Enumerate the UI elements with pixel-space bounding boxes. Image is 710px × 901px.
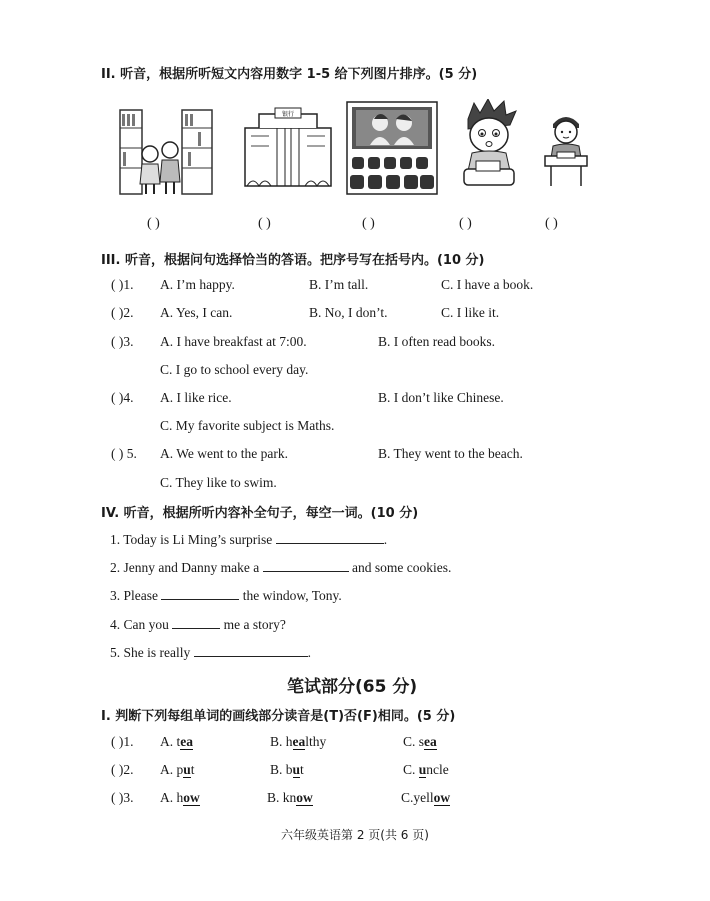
sentence-2-end: and some cookies. [351,560,452,575]
sentence-1-blank[interactable] [276,531,384,544]
r2-option-a: A. put [160,762,195,777]
r2-paren[interactable]: ( )2. [111,762,134,777]
q2-paren[interactable]: ( )2. [111,305,134,320]
section-4-header: IV. 听音，根据所听内容补全句子，每空一词。(10 分) [101,506,419,521]
sentence-5-blank[interactable] [194,644,308,657]
sentence-5 [110,644,311,661]
sentence-5-end: . [307,645,311,660]
sentence-4 [110,616,286,633]
q5-option-a: A. We went to the park. [160,446,289,461]
sentence-4-text: 4. Can you [110,617,169,632]
r1-option-a: A. tea [160,734,193,749]
sentence-3-end: the window, Tony. [242,588,342,603]
q3-option-a: A. I have breakfast at 7:00. [160,334,307,349]
section-3-header: III. 听音，根据问句选择恰当的答语。把序号写在括号内。(10 分) [101,253,485,268]
boy-reading-picture [460,99,518,189]
sentence-2-blank[interactable] [263,559,349,572]
sentence-2 [110,559,451,576]
q4-option-c: C. My favorite subject is Maths. [160,418,335,433]
q4-paren[interactable]: ( )4. [111,390,134,405]
sentence-1-text: 1. Today is Li Ming’s surprise [110,532,273,547]
bank-sign-text: 银行 [281,111,295,118]
q2-option-b: B. No, I don’t. [309,305,388,320]
sentence-2-text: 2. Jenny and Danny make a [110,560,260,575]
sentence-4-blank[interactable] [172,616,220,629]
sentence-3 [110,587,342,604]
picture-3-answer-paren[interactable]: ( ) [362,216,375,231]
student-at-desk-picture [543,110,589,188]
section-2-header: II. 听音，根据所听短文内容用数字 1-5 给下列图片排序。(5 分) [101,67,478,82]
cinema-picture [346,101,438,195]
q3-paren[interactable]: ( )3. [111,334,134,349]
sentence-5-text: 5. She is really [110,645,191,660]
q3-option-b: B. I often read books. [378,334,495,349]
q1-option-a: A. I’m happy. [160,277,235,292]
sentence-3-text: 3. Please [110,588,158,603]
sentence-3-blank[interactable] [161,587,239,600]
bank-building-picture [241,106,335,190]
r2-option-b: B. but [270,762,304,777]
q5-paren[interactable]: ( ) 5. [111,446,137,461]
q2-option-a: A. Yes, I can. [160,305,233,320]
r1-paren[interactable]: ( )1. [111,734,134,749]
q5-option-c: C. They like to swim. [160,475,277,490]
written-part-title: 笔试部分(65 分) [287,677,418,697]
r1-option-c: C. sea [403,734,437,749]
q1-option-b: B. I’m tall. [309,277,369,292]
r3-option-c: C.yellow [401,790,451,805]
picture-5-answer-paren[interactable]: ( ) [545,216,558,231]
q1-option-c: C. I have a book. [441,277,534,292]
page-footer: 六年级英语第 2 页(共 6 页) [281,828,429,842]
q2-option-c: C. I like it. [441,305,500,320]
r2-option-c: C. uncle [403,762,449,777]
sentence-1-end: . [383,532,388,547]
r3-option-b: B. know [267,790,313,805]
written-section-1-header: I. 判断下列每组单词的画线部分读音是(T)否(F)相同。(5 分) [101,709,456,724]
picture-4-answer-paren[interactable]: ( ) [459,216,472,231]
r1-option-b: B. healthy [270,734,327,749]
library-kids-picture [118,106,214,196]
q1-paren[interactable]: ( )1. [111,277,134,292]
r3-paren[interactable]: ( )3. [111,790,134,805]
q4-option-a: A. I like rice. [160,390,232,405]
r3-option-a: A. how [160,790,200,805]
q3-option-c: C. I go to school every day. [160,362,309,377]
q5-option-b: B. They went to the beach. [378,446,523,461]
picture-2-answer-paren[interactable]: ( ) [258,216,271,231]
sentence-4-end: me a story? [223,617,286,632]
sentence-1 [110,531,387,548]
picture-1-answer-paren[interactable]: ( ) [147,216,160,231]
q4-option-b: B. I don’t like Chinese. [378,390,504,405]
